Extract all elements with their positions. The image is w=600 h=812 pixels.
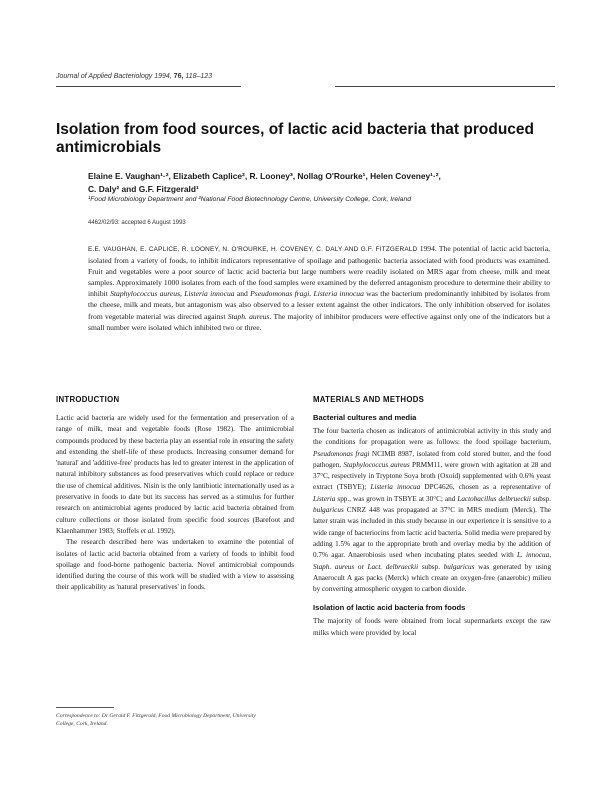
species-name: Lact. delbrueckii <box>367 562 419 571</box>
running-header <box>56 73 212 80</box>
paragraph-text: subsp. <box>421 562 440 571</box>
header-rule-left <box>56 86 241 87</box>
abstract-year: 1994. <box>419 244 437 253</box>
abstract-text: The potential of lactic acid bacteria, isolated from a variety of foods, to inhibit indicators representative of spoilage and pathogenic bacteria associated with food products was examined. Fruit and vegetables were a poor source of lactic acid bacteria but large numbers were readily isolated on MRS agar from cheese, milk and meat samples. Approximately 1000 isolates from each of the food samples were examined by the deferred antagonism procedure to determine their ability to inhibit <box>88 244 550 299</box>
paragraph-text: or <box>357 562 364 571</box>
paragraph-text: 1992). <box>156 526 176 535</box>
species-name: Pseudomonas fragi <box>313 449 370 458</box>
abstract-text: and <box>236 289 248 299</box>
paragraph-text: NCIMB 8987, isolated from cold stored butter, and the food pathogen, <box>313 449 552 469</box>
species-name: bulgaricus <box>313 506 344 515</box>
species-name: Staphylococcus aureus <box>343 460 410 469</box>
abstract <box>88 243 550 333</box>
species-name: Listeria innocua <box>370 483 421 492</box>
abstract-authors: E.E. VAUGHAN, E. CAPLICE, R. LOONEY, N. O'ROURKE, H. COVENEY, C. DALY AND G.F. FITZGERALD <box>88 246 418 253</box>
article-title: Isolation from food sources, of lactic acid bacteria that produced antimicrobials <box>56 121 535 156</box>
author-line-2: C. Daly² and G.F. Fitzgerald¹ <box>88 184 199 194</box>
paragraph-text: subsp. <box>532 494 552 503</box>
citation-etal: et al. <box>140 526 156 535</box>
paragraph-text: PRMM11, were grown with agitation at 28 and 37°C, respectively in Tryptone Soya broth (Oxoid) supplemented with 0.6% yeast extract (TSBYE); <box>313 460 552 492</box>
species-name: Lactobacillus delbrueckii <box>457 494 531 503</box>
affiliation: ¹Food Microbiology Department and ²National Food Biotechnology Centre, University College, Cork, Ireland <box>88 196 412 203</box>
methods-paragraph: The majority of foods were obtained from local supermarkets except the raw milks which were provided by local <box>313 617 551 637</box>
footnote-rule <box>56 707 114 708</box>
header-rule-right <box>335 86 555 87</box>
paragraph-text: CNRZ 448 was propagated at 37°C in MRS medium (Merck). The latter strain was included in this study because in our experience it is sensitive to a wide range of bacteriocins from lactic acid bacteria. Solid media were prepared by adding 1.5% agar to the appropriate broth and overlay media by the addition of 0.7% agar. Anaerobiosis used when incubating plates seeded with <box>313 506 551 560</box>
correspondence-footnote: Correspondence to: Dr Gerald F. Fitzgerald, Food Microbiology Department, University College, Cork, Ireland. <box>56 713 256 727</box>
author-list <box>88 170 558 196</box>
introduction-paragraph: The research described here was undertaken to examine the potential of isolates of lactic acid bacteria obtained from a variety of foods to inhibit food spoilage and food-borne pathogenic bacteria. Novel antimicrobial compounds identified during the course of this work will be studied with a view to assessing their applicability as 'natural preservatives' in foods. <box>56 538 294 592</box>
species-name: Listeria <box>313 494 336 503</box>
species-name: bulgaricus <box>443 562 475 571</box>
paragraph-text: The four bacteria chosen as indicators of antimicrobial activity in this study and the conditions for propagation were as follows: the food spoilage bacterium, <box>313 427 551 447</box>
cultures-subheading: Bacterial cultures and media <box>313 413 417 422</box>
journal-name: Journal of Applied Bacteriology 1994, <box>56 73 172 80</box>
author-line-1: Elaine E. Vaughan¹·², Elizabeth Caplice², R. Looney³, Nollag O'Rourke¹, Helen Coveney¹·², <box>88 171 441 181</box>
species-name: Staphylococcus aureus, Listeria innocua <box>110 289 235 299</box>
methods-paragraph <box>313 426 551 595</box>
methods-heading: MATERIALS AND METHODS <box>313 395 425 404</box>
right-column <box>313 395 551 639</box>
introduction-paragraph <box>56 413 294 537</box>
isolation-subheading: Isolation of lactic acid bacteria from foods <box>313 603 466 613</box>
abstract-text: The majority of inhibitor producers were effective against only one of the indicators but a small number were isolated which inhibited two or three. <box>88 311 550 332</box>
paragraph-text: was generated by using Anaerocult A gas packs (Merck) which create an oxygen-free (anaerobic) milieu by converting atmospheric oxygen to carbon dioxide. <box>313 562 552 594</box>
introduction-heading: INTRODUCTION <box>56 395 120 404</box>
journal-volume: 76, <box>173 73 184 80</box>
journal-pages: 118–123 <box>185 73 213 80</box>
paragraph-text: Lactic acid bacteria are widely used for the fermentation and preservation of a range of milk, meat and vegetable foods (Rose 1982). The antimicrobial compounds produced by these bacteria play an essential role in ensuring the safety and extending the shelf-life of these products. Increasing consumer demand for 'natural' and 'additive-free' products has led to greater interest in the application of natural inhibitory substances as food preservatives which could replace or reduce the use of chemical additives. Nisin is the only lantibiotic internationally used as a preservative in foods to date but its success has served as a stimulus for further research on antimicrobial agents produced by lactic acid bacteria obtained from culture collections or those isolated from specific food sources (Barefoot and Klaenhammer 1983; Stoffels <box>56 414 294 535</box>
species-name: L. innocua, Staph. aureus <box>313 551 551 571</box>
received-date: 4462/02/93: accepted 6 August 1993 <box>88 220 186 226</box>
left-column <box>56 395 294 594</box>
species-name: Staph. aureus. <box>227 311 272 321</box>
paragraph-text: spp., was grown in TSBYE at 30°C; and <box>337 494 456 503</box>
paragraph-text: DPC4626, chosen as a representative of <box>424 483 551 492</box>
species-name: Pseudomonas fragi. Listeria innocua <box>250 289 364 299</box>
abstract-text: was the bacterium predominantly inhibited by isolates from the cheese, milk and meats, but antagonism was also observed to a lesser extent against the other indicators. The only inhibition observed for isolates from vegetable material was directed against <box>88 289 550 321</box>
